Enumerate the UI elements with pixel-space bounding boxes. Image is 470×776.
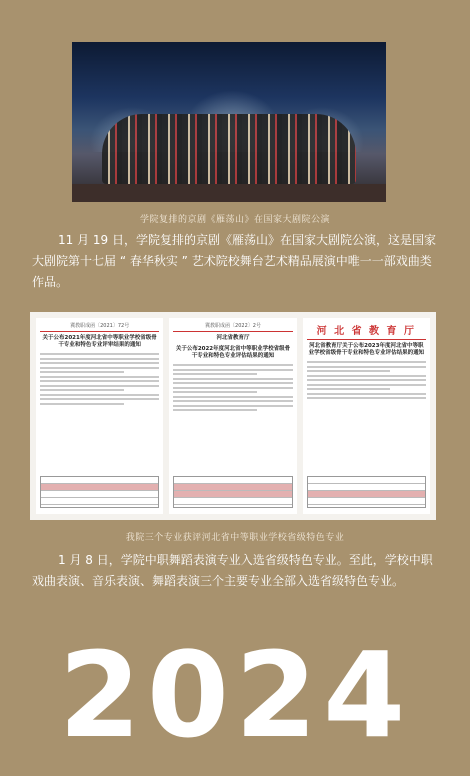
doc-table — [173, 476, 292, 508]
doc-org: 河北省教育厅 — [216, 335, 250, 341]
paragraph-performance: 11 月 19 日，学院复排的京剧《雁荡山》在国家大剧院公演，这是国家大剧院第十七届 “ 春华秋实 ” 艺术院校舞台艺术精品展演中唯一一部戏曲类作品。 — [32, 233, 436, 289]
document-2022 — [169, 318, 296, 514]
doc-table — [40, 476, 159, 508]
documents-image — [30, 312, 436, 520]
doc-title: 河北省教育厅关于公布2023年度河北省中等职业学校省级骨干专业和特色专业评估结果的通知 — [308, 343, 425, 356]
doc-header: 河 北 省 教 育 厅 — [307, 322, 426, 340]
doc-header: 冀教职成函〔2021〕72号 — [40, 322, 159, 332]
doc-title: 关于公布2022年度河北省中等职业学校省级骨干专业和特色专业评估结果的通知 — [175, 346, 291, 359]
document-2021 — [36, 318, 163, 514]
doc-table — [307, 476, 426, 508]
photo-caption: 学院复排的京剧《雁荡山》在国家大剧院公演 — [139, 215, 330, 225]
performance-photo — [72, 42, 386, 202]
paragraph-specialties: 1 月 8 日，学院中职舞蹈表演专业入选省级特色专业。至此，学校中职戏曲表演、音乐表演、舞蹈表演三个主要专业全部入选省级特色专业。 — [32, 553, 433, 588]
stage-floor — [72, 184, 386, 202]
cast-group — [102, 114, 356, 184]
doc-title: 关于公布2021年度河北省中等职业学校省级骨干专业和特色专业评审结果的通知 — [42, 335, 157, 348]
doc-header: 冀教职成函〔2022〕2号 — [173, 322, 292, 332]
document-2023 — [303, 318, 430, 514]
year-heading: 2024 — [58, 626, 412, 764]
documents-caption: 我院三个专业获评河北省中等职业学校省级特色专业 — [125, 533, 345, 543]
